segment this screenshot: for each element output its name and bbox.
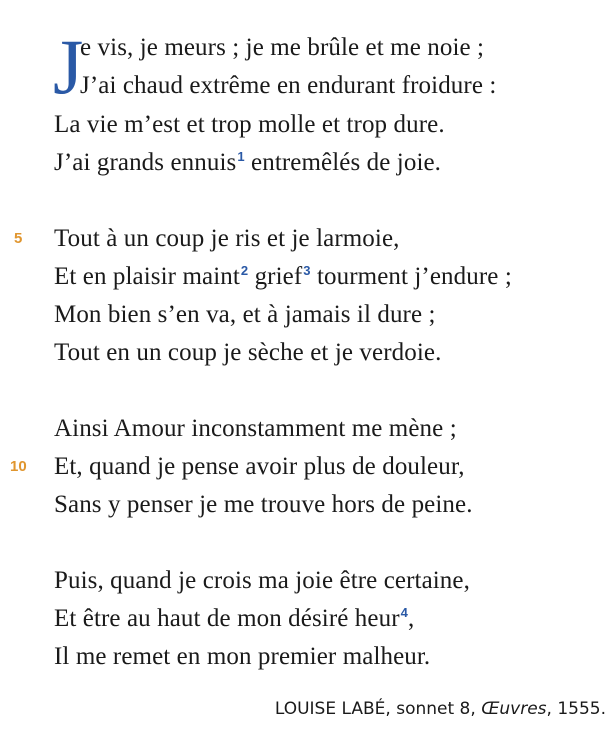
poem-line-2: J’ai chaud extrême en endurant froidure :: [80, 72, 497, 99]
poem-line-4: [54, 148, 441, 178]
poem-line-13-text-end: ,: [407, 605, 415, 632]
drop-cap: J: [53, 23, 84, 110]
poem-line-8: Tout en un coup je sèche et je verdoie.: [54, 339, 442, 366]
poem-line-9: Ainsi Amour inconstamment me mène ;: [54, 415, 457, 442]
poem-line-11: Sans y penser je me trouve hors de peine.: [54, 491, 473, 518]
line-number-5: 5: [14, 230, 23, 247]
source-book-title: Œuvres: [481, 699, 547, 719]
poem-line-6-text-end: tourment j’endure ;: [310, 263, 512, 290]
poem-line-4-text: J’ai grands ennuis: [54, 149, 237, 176]
source-year: , 1555.: [546, 699, 606, 719]
source-citation: [275, 697, 606, 721]
footnote-marker-4: 4: [400, 605, 408, 620]
poem-line-6-text: Et en plaisir maint: [54, 263, 240, 290]
source-work-ref: , sonnet 8,: [385, 699, 482, 719]
poem-line-13-text: Et être au haut de mon désiré heur: [54, 605, 400, 632]
poem-line-12: Puis, quand je crois ma joie être certaine,: [54, 567, 470, 594]
footnote-marker-3: 3: [303, 263, 311, 278]
poem-line-13: [54, 604, 414, 634]
poem-line-7: Mon bien s’en va, et à jamais il dure ;: [54, 301, 436, 328]
poem-line-4-text-end: entremêlés de joie.: [244, 149, 442, 176]
poem-line-14: Il me remet en mon premier malheur.: [54, 643, 431, 670]
poem-line-6-text-mid: grief: [248, 263, 303, 290]
line-number-10: 10: [10, 458, 27, 475]
footnote-marker-2: 2: [240, 263, 249, 278]
footnote-marker-1: 1: [237, 149, 245, 164]
poem-line-5: Tout à un coup je ris et je larmoie,: [54, 225, 400, 252]
poem-line-6: [54, 262, 512, 292]
poem-line-10: Et, quand je pense avoir plus de douleur,: [54, 453, 465, 480]
poem-line-3: La vie m’est et trop molle et trop dure.: [54, 111, 445, 138]
poem-line-1: e vis, je meurs ; je me brûle et me noie ;: [80, 34, 485, 61]
source-author: LOUISE LABÉ: [274, 699, 386, 719]
